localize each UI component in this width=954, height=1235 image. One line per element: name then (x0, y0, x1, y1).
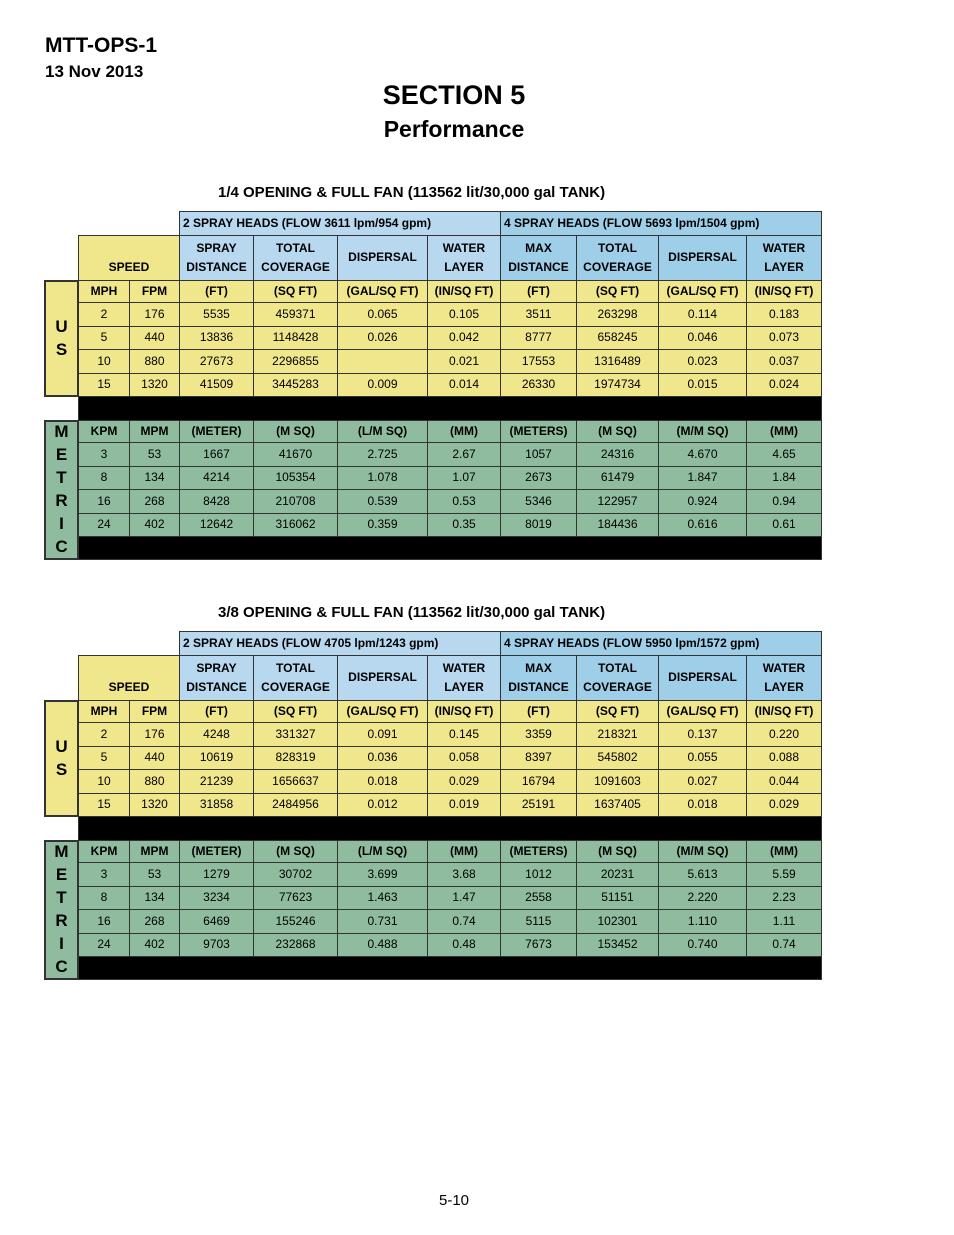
column-header-line: DISTANCE (508, 680, 569, 694)
side-letter: M (54, 842, 69, 862)
metric-data-cell: 105354 (253, 466, 338, 491)
us-data-cell: 0.145 (427, 722, 501, 747)
us-data-cell: 545802 (576, 746, 659, 771)
metric-data-cell: 0.74 (746, 933, 822, 958)
metric-data-cell: 102301 (576, 909, 659, 934)
column-header-8 (746, 655, 822, 701)
metric-unit-header: (M SQ) (253, 420, 338, 443)
empty-side (44, 655, 79, 701)
metric-data-cell: 1057 (500, 442, 577, 467)
section-subtitle: Performance (383, 116, 525, 142)
column-header-line: COVERAGE (583, 680, 652, 694)
column-header-1 (179, 655, 254, 701)
metric-data-cell: 16 (78, 489, 130, 514)
us-unit-header: FPM (129, 700, 180, 723)
us-data-cell: 0.015 (658, 373, 747, 398)
metric-data-cell: 134 (129, 466, 180, 491)
us-data-cell: 0.114 (658, 302, 747, 327)
metric-data-cell: 20231 (576, 862, 659, 887)
metric-unit-header: (MM) (427, 420, 501, 443)
empty-corner (44, 631, 180, 656)
metric-data-cell: 1.463 (337, 886, 428, 911)
metric-data-cell: 134 (129, 886, 180, 911)
us-data-cell: 2 (78, 722, 130, 747)
metric-data-cell: 0.539 (337, 489, 428, 514)
column-header-line: DISTANCE (186, 680, 247, 694)
bottom-band (78, 536, 822, 560)
us-data-cell: 31858 (179, 793, 254, 818)
four-spray-heads-header: 4 SPRAY HEADS (FLOW 5950 lpm/1572 gpm) (500, 631, 822, 656)
us-data-cell: 0.019 (427, 793, 501, 818)
us-data-cell: 8397 (500, 746, 577, 771)
metric-data-cell: 0.740 (658, 933, 747, 958)
metric-data-cell: 77623 (253, 886, 338, 911)
metric-data-cell: 0.35 (427, 513, 501, 538)
metric-units-label (44, 420, 79, 560)
us-data-cell: 25191 (500, 793, 577, 818)
metric-data-cell: 8 (78, 466, 130, 491)
column-header-line: DISPERSAL (668, 670, 737, 685)
us-data-cell: 0.036 (337, 746, 428, 771)
us-unit-header: (GAL/SQ FT) (658, 280, 747, 303)
empty-corner (44, 211, 180, 236)
us-unit-header: (IN/SQ FT) (746, 700, 822, 723)
metric-data-cell: 402 (129, 513, 180, 538)
us-unit-header: MPH (78, 280, 130, 303)
metric-unit-header: (METER) (179, 840, 254, 863)
us-data-cell: 176 (129, 302, 180, 327)
column-header-line: COVERAGE (583, 260, 652, 274)
metric-data-cell: 402 (129, 933, 180, 958)
metric-data-cell: 3234 (179, 886, 254, 911)
column-header-2 (253, 655, 338, 701)
metric-data-cell: 0.488 (337, 933, 428, 958)
metric-data-cell: 0.359 (337, 513, 428, 538)
us-data-cell: 0.029 (427, 769, 501, 794)
side-letter: C (55, 536, 68, 556)
us-data-cell: 440 (129, 746, 180, 771)
side-letter: C (55, 956, 68, 976)
column-header-line: LAYER (444, 680, 484, 694)
us-data-cell: 3511 (500, 302, 577, 327)
column-header-line: DISPERSAL (348, 250, 417, 265)
us-data-cell: 0.183 (746, 302, 822, 327)
metric-data-cell: 3 (78, 862, 130, 887)
column-header-line: TOTAL (598, 240, 637, 255)
metric-data-cell: 2673 (500, 466, 577, 491)
metric-data-cell: 0.53 (427, 489, 501, 514)
us-data-cell: 10 (78, 769, 130, 794)
side-letter: S (55, 759, 68, 779)
metric-data-cell: 0.61 (746, 513, 822, 538)
metric-unit-header: (M SQ) (253, 840, 338, 863)
column-header-5 (500, 235, 577, 281)
metric-data-cell: 1.078 (337, 466, 428, 491)
column-header-6 (576, 235, 659, 281)
column-header-3 (337, 655, 428, 701)
performance-table-three-eighths-opening (44, 631, 821, 979)
column-header-line: WATER (442, 660, 486, 675)
metric-data-cell: 1.11 (746, 909, 822, 934)
metric-data-cell: 2.23 (746, 886, 822, 911)
side-letter: E (55, 865, 68, 885)
us-unit-header: (IN/SQ FT) (427, 700, 501, 723)
metric-data-cell: 1.47 (427, 886, 501, 911)
metric-data-cell: 3.699 (337, 862, 428, 887)
us-data-cell: 26330 (500, 373, 577, 398)
metric-data-cell: 1279 (179, 862, 254, 887)
column-header-line: TOTAL (276, 240, 315, 255)
separator-band (78, 816, 822, 841)
metric-data-cell: 4.65 (746, 442, 822, 467)
column-header-line: LAYER (764, 680, 804, 694)
us-data-cell: 218321 (576, 722, 659, 747)
metric-data-cell: 0.48 (427, 933, 501, 958)
us-data-cell: 2484956 (253, 793, 338, 818)
metric-units-label (44, 840, 79, 980)
metric-data-cell: 24 (78, 513, 130, 538)
document-id: MTT-OPS-1 (45, 34, 158, 57)
side-letter: R (55, 911, 68, 930)
column-header-7 (658, 655, 747, 701)
us-data-cell: 1320 (129, 793, 180, 818)
metric-data-cell: 3.68 (427, 862, 501, 887)
column-header-line: SPRAY (196, 660, 237, 675)
side-letter: E (55, 445, 68, 465)
metric-data-cell: 0.924 (658, 489, 747, 514)
us-units-label (44, 280, 79, 397)
metric-data-cell: 1012 (500, 862, 577, 887)
column-header-line: TOTAL (598, 660, 637, 675)
metric-data-cell: 12642 (179, 513, 254, 538)
metric-data-cell: 2.67 (427, 442, 501, 467)
metric-unit-header: (L/M SQ) (337, 420, 428, 443)
column-header-line: DISTANCE (508, 260, 569, 274)
metric-data-cell: 1667 (179, 442, 254, 467)
us-data-cell: 21239 (179, 769, 254, 794)
us-data-cell: 2 (78, 302, 130, 327)
us-unit-header: (SQ FT) (576, 700, 659, 723)
metric-data-cell: 7673 (500, 933, 577, 958)
column-header-line: COVERAGE (261, 680, 330, 694)
us-data-cell: 1148428 (253, 326, 338, 351)
us-data-cell: 0.027 (658, 769, 747, 794)
us-data-cell: 0.012 (337, 793, 428, 818)
metric-unit-header: KPM (78, 840, 130, 863)
us-data-cell: 658245 (576, 326, 659, 351)
metric-data-cell: 2558 (500, 886, 577, 911)
metric-data-cell: 184436 (576, 513, 659, 538)
us-data-cell: 3359 (500, 722, 577, 747)
us-unit-header: (FT) (500, 700, 577, 723)
page-number: 5-10 (438, 1192, 470, 1209)
us-unit-header: (GAL/SQ FT) (658, 700, 747, 723)
metric-unit-header: MPM (129, 840, 180, 863)
performance-table-quarter-opening (44, 211, 821, 559)
metric-unit-header: (MM) (746, 420, 822, 443)
us-data-cell: 0.073 (746, 326, 822, 351)
column-header-4 (427, 235, 501, 281)
us-data-cell: 459371 (253, 302, 338, 327)
two-spray-heads-header: 2 SPRAY HEADS (FLOW 4705 lpm/1243 gpm) (179, 631, 501, 656)
side-letter: S (55, 339, 68, 359)
column-header-line: LAYER (764, 260, 804, 274)
metric-data-cell: 6469 (179, 909, 254, 934)
us-data-cell: 0.023 (658, 349, 747, 374)
us-data-cell: 0.009 (337, 373, 428, 398)
us-data-cell: 0.065 (337, 302, 428, 327)
us-data-cell: 3445283 (253, 373, 338, 398)
us-data-cell: 263298 (576, 302, 659, 327)
metric-data-cell: 1.07 (427, 466, 501, 491)
side-letter: R (55, 491, 68, 510)
document-date: 13 Nov 2013 (45, 62, 144, 81)
us-data-cell: 828319 (253, 746, 338, 771)
us-unit-header: (IN/SQ FT) (427, 280, 501, 303)
section-title: SECTION 5 (382, 80, 526, 110)
metric-unit-header: (METERS) (500, 420, 577, 443)
metric-data-cell: 51151 (576, 886, 659, 911)
us-unit-header: (FT) (500, 280, 577, 303)
metric-data-cell: 5.613 (658, 862, 747, 887)
us-data-cell: 0.024 (746, 373, 822, 398)
metric-data-cell: 0.616 (658, 513, 747, 538)
side-letter: I (59, 513, 64, 533)
column-header-line: WATER (442, 240, 486, 255)
metric-data-cell: 5.59 (746, 862, 822, 887)
metric-unit-header: MPM (129, 420, 180, 443)
us-data-cell: 41509 (179, 373, 254, 398)
metric-unit-header: (METER) (179, 420, 254, 443)
us-unit-header: (IN/SQ FT) (746, 280, 822, 303)
us-data-cell: 440 (129, 326, 180, 351)
us-unit-header: (SQ FT) (253, 700, 338, 723)
metric-data-cell: 24 (78, 933, 130, 958)
column-header-4 (427, 655, 501, 701)
us-data-cell: 1320 (129, 373, 180, 398)
metric-unit-header: (L/M SQ) (337, 840, 428, 863)
metric-data-cell: 2.725 (337, 442, 428, 467)
metric-data-cell: 0.731 (337, 909, 428, 934)
us-data-cell: 0.026 (337, 326, 428, 351)
us-data-cell: 0.037 (746, 349, 822, 374)
us-data-cell: 880 (129, 769, 180, 794)
column-header-line: WATER (762, 660, 806, 675)
metric-unit-header: (MM) (746, 840, 822, 863)
metric-data-cell: 24316 (576, 442, 659, 467)
us-data-cell: 17553 (500, 349, 577, 374)
column-header-line: MAX (525, 660, 552, 675)
side-letter: T (56, 468, 67, 488)
us-data-cell: 15 (78, 793, 130, 818)
us-data-cell: 10 (78, 349, 130, 374)
us-data-cell: 0.137 (658, 722, 747, 747)
table-title-three-eighths-opening: 3/8 OPENING & FULL FAN (113562 lit/30,000 gal TANK) (218, 604, 606, 621)
metric-data-cell: 16 (78, 909, 130, 934)
us-data-cell: 8777 (500, 326, 577, 351)
us-unit-header: (FT) (179, 280, 254, 303)
bottom-band (78, 956, 822, 980)
empty-side (44, 235, 79, 281)
us-data-cell: 0.021 (427, 349, 501, 374)
metric-data-cell: 9703 (179, 933, 254, 958)
metric-data-cell: 210708 (253, 489, 338, 514)
us-data-cell: 1974734 (576, 373, 659, 398)
side-letter: I (59, 933, 64, 953)
metric-unit-header: KPM (78, 420, 130, 443)
metric-data-cell: 268 (129, 909, 180, 934)
column-header-line: MAX (525, 240, 552, 255)
side-letter: U (55, 736, 68, 756)
metric-data-cell: 8019 (500, 513, 577, 538)
speed-header: SPEED (78, 235, 180, 281)
metric-data-cell: 1.84 (746, 466, 822, 491)
us-data-cell: 27673 (179, 349, 254, 374)
metric-data-cell: 8428 (179, 489, 254, 514)
four-spray-heads-header: 4 SPRAY HEADS (FLOW 5693 lpm/1504 gpm) (500, 211, 822, 236)
us-data-cell: 0.044 (746, 769, 822, 794)
side-letter: M (54, 422, 69, 442)
us-unit-header: (GAL/SQ FT) (337, 280, 428, 303)
side-letter: U (55, 316, 68, 336)
metric-data-cell: 4.670 (658, 442, 747, 467)
metric-unit-header: (M/M SQ) (658, 840, 747, 863)
metric-data-cell: 30702 (253, 862, 338, 887)
us-data-cell: 0.046 (658, 326, 747, 351)
us-data-cell: 13836 (179, 326, 254, 351)
metric-data-cell: 5346 (500, 489, 577, 514)
us-data-cell: 5535 (179, 302, 254, 327)
two-spray-heads-header: 2 SPRAY HEADS (FLOW 3611 lpm/954 gpm) (179, 211, 501, 236)
column-header-line: WATER (762, 240, 806, 255)
column-header-line: SPRAY (196, 240, 237, 255)
metric-unit-header: (M SQ) (576, 840, 659, 863)
us-unit-header: (FT) (179, 700, 254, 723)
column-header-1 (179, 235, 254, 281)
column-header-line: DISPERSAL (668, 250, 737, 265)
us-data-cell: 0.029 (746, 793, 822, 818)
us-data-cell: 1637405 (576, 793, 659, 818)
us-data-cell: 0.055 (658, 746, 747, 771)
column-header-line: LAYER (444, 260, 484, 274)
us-data-cell: 16794 (500, 769, 577, 794)
metric-unit-header: (MM) (427, 840, 501, 863)
us-data-cell: 0.091 (337, 722, 428, 747)
metric-data-cell: 0.74 (427, 909, 501, 934)
us-data-cell: 4248 (179, 722, 254, 747)
column-header-line: TOTAL (276, 660, 315, 675)
us-data-cell: 1656637 (253, 769, 338, 794)
us-unit-header: (SQ FT) (576, 280, 659, 303)
us-data-cell: 0.088 (746, 746, 822, 771)
us-data-cell: 0.018 (337, 769, 428, 794)
metric-unit-header: (M/M SQ) (658, 420, 747, 443)
us-data-cell: 1316489 (576, 349, 659, 374)
us-data-cell: 176 (129, 722, 180, 747)
column-header-2 (253, 235, 338, 281)
us-data-cell: 331327 (253, 722, 338, 747)
metric-data-cell: 4214 (179, 466, 254, 491)
us-unit-header: FPM (129, 280, 180, 303)
column-header-line: DISPERSAL (348, 670, 417, 685)
us-data-cell: 0.018 (658, 793, 747, 818)
us-data-cell: 880 (129, 349, 180, 374)
us-units-label (44, 700, 79, 817)
column-header-line: DISTANCE (186, 260, 247, 274)
metric-data-cell: 122957 (576, 489, 659, 514)
us-data-cell: 5 (78, 746, 130, 771)
us-data-cell: 0.058 (427, 746, 501, 771)
side-letter: T (56, 888, 67, 908)
column-header-7 (658, 235, 747, 281)
metric-data-cell: 0.94 (746, 489, 822, 514)
us-unit-header: MPH (78, 700, 130, 723)
us-unit-header: (GAL/SQ FT) (337, 700, 428, 723)
metric-data-cell: 53 (129, 442, 180, 467)
column-header-5 (500, 655, 577, 701)
metric-data-cell: 1.847 (658, 466, 747, 491)
separator-band (78, 396, 822, 421)
us-data-cell: 15 (78, 373, 130, 398)
metric-data-cell: 3 (78, 442, 130, 467)
column-header-6 (576, 655, 659, 701)
metric-data-cell: 61479 (576, 466, 659, 491)
us-data-cell: 0.220 (746, 722, 822, 747)
metric-data-cell: 8 (78, 886, 130, 911)
us-data-cell: 0.105 (427, 302, 501, 327)
us-data-cell: 2296855 (253, 349, 338, 374)
metric-unit-header: (METERS) (500, 840, 577, 863)
metric-data-cell: 41670 (253, 442, 338, 467)
us-data-cell: 0.014 (427, 373, 501, 398)
column-header-3 (337, 235, 428, 281)
metric-data-cell: 268 (129, 489, 180, 514)
metric-data-cell: 2.220 (658, 886, 747, 911)
us-data-cell: 0.042 (427, 326, 501, 351)
us-data-cell (337, 349, 428, 374)
metric-data-cell: 5115 (500, 909, 577, 934)
us-data-cell: 5 (78, 326, 130, 351)
us-data-cell: 1091603 (576, 769, 659, 794)
column-header-8 (746, 235, 822, 281)
metric-unit-header: (M SQ) (576, 420, 659, 443)
column-header-line: COVERAGE (261, 260, 330, 274)
us-data-cell: 10619 (179, 746, 254, 771)
us-unit-header: (SQ FT) (253, 280, 338, 303)
metric-data-cell: 155246 (253, 909, 338, 934)
metric-data-cell: 316062 (253, 513, 338, 538)
metric-data-cell: 153452 (576, 933, 659, 958)
table-title-quarter-opening: 1/4 OPENING & FULL FAN (113562 lit/30,000 gal TANK) (218, 184, 606, 201)
speed-header: SPEED (78, 655, 180, 701)
metric-data-cell: 232868 (253, 933, 338, 958)
metric-data-cell: 53 (129, 862, 180, 887)
metric-data-cell: 1.110 (658, 909, 747, 934)
